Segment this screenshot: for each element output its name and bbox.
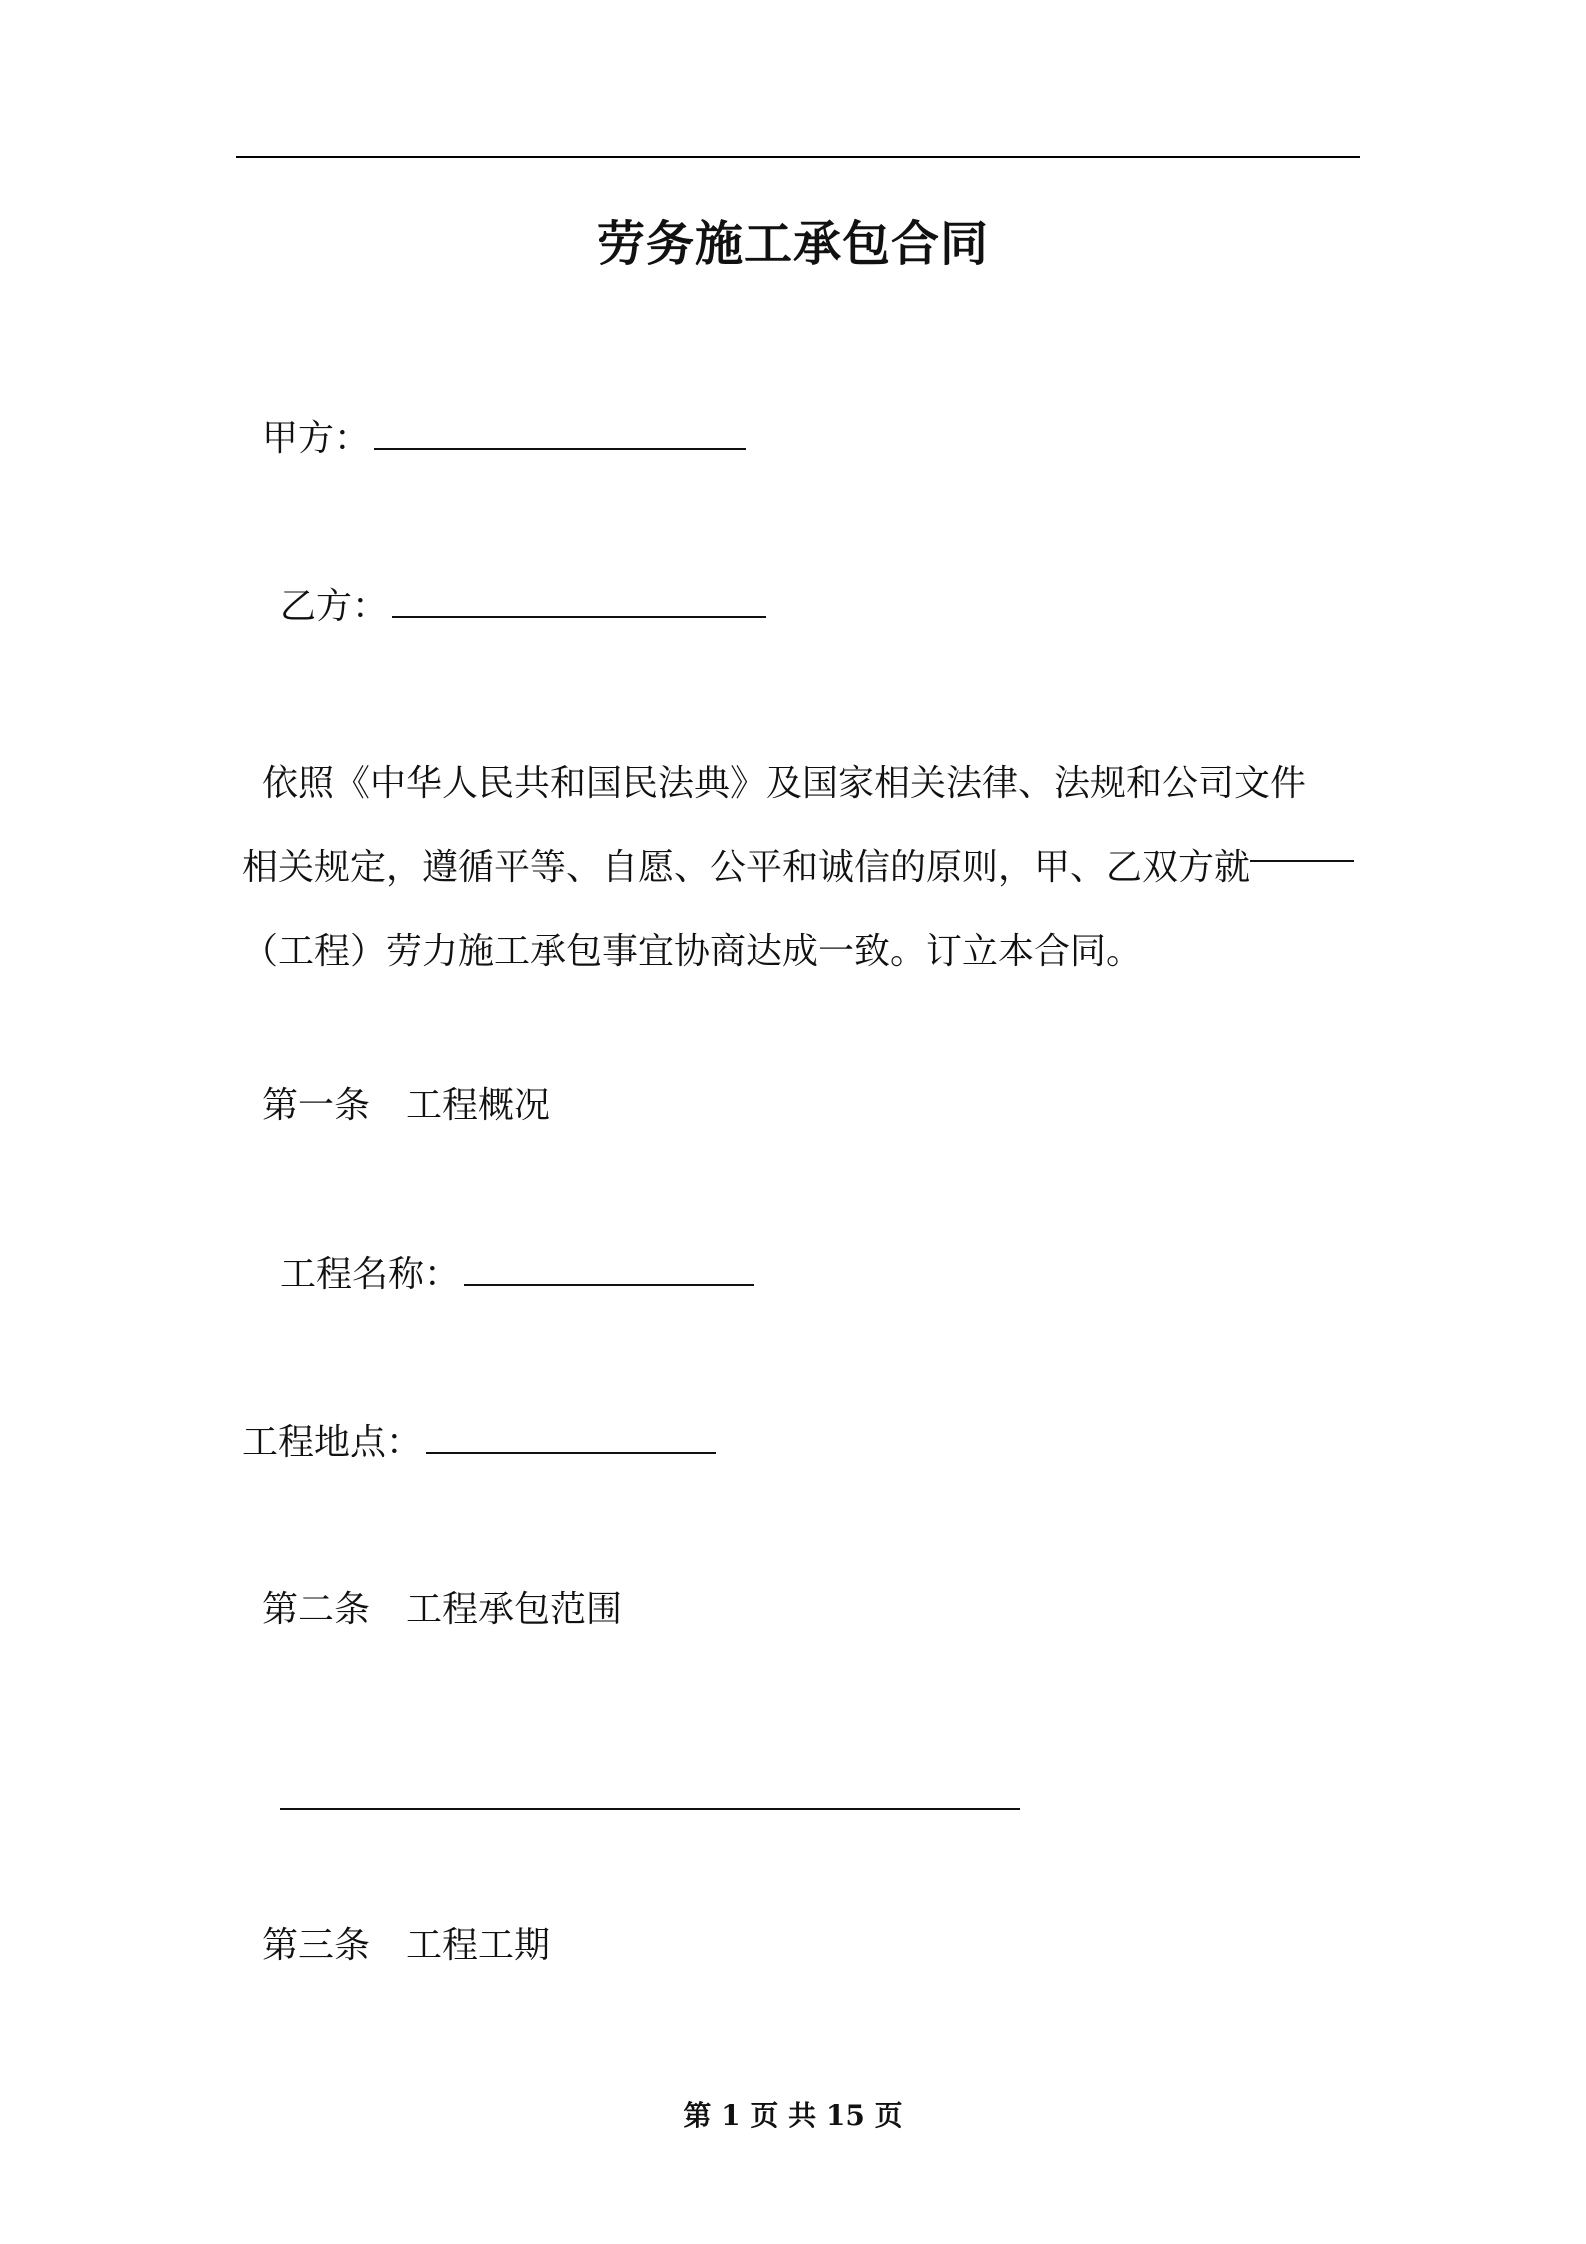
project-name-blank[interactable] (464, 1250, 754, 1286)
intro-line-1: 依照《中华人民共和国民法典》及国家相关法律、法规和公司文件 (262, 763, 1307, 804)
party-b-label: 乙方： (280, 586, 389, 627)
intro-line-3: （工程）劳力施工承包事宜协商达成一致。订立本合同。 (242, 931, 1143, 972)
project-location-label: 工程地点： (242, 1422, 423, 1463)
article-3-heading (262, 1922, 550, 1970)
party-a-label: 甲方： (262, 418, 371, 459)
project-location-blank[interactable] (426, 1418, 716, 1454)
intro-paragraph (242, 742, 1354, 994)
scope-blank[interactable] (280, 1808, 1020, 1810)
intro-line-2-row (242, 826, 1354, 910)
header-rule (236, 156, 1360, 158)
party-b-line (280, 582, 766, 631)
article-2-heading (262, 1586, 622, 1634)
intro-line-2: 相关规定，遵循平等、自愿、公平和诚信的原则，甲、乙双方就 (242, 847, 1251, 888)
article-1-title: 工程概况 (406, 1085, 551, 1126)
page-indicator: 第 1 页 共 15 页 (683, 2099, 903, 2132)
party-b-blank[interactable] (392, 582, 766, 618)
party-a-line (262, 414, 746, 463)
article-3-title: 工程工期 (406, 1925, 551, 1966)
article-2-title: 工程承包范围 (406, 1589, 623, 1630)
article-3-number: 第三条 (262, 1925, 371, 1966)
project-name-label: 工程名称： (280, 1254, 461, 1295)
document-title: 劳务施工承包合同 (596, 216, 989, 272)
article-1-heading (262, 1082, 550, 1130)
project-blank-inline[interactable] (1250, 826, 1354, 862)
project-name-line (280, 1250, 754, 1299)
party-a-blank[interactable] (374, 414, 746, 450)
project-location-line (242, 1418, 716, 1467)
article-1-number: 第一条 (262, 1085, 371, 1126)
article-2-number: 第二条 (262, 1589, 371, 1630)
